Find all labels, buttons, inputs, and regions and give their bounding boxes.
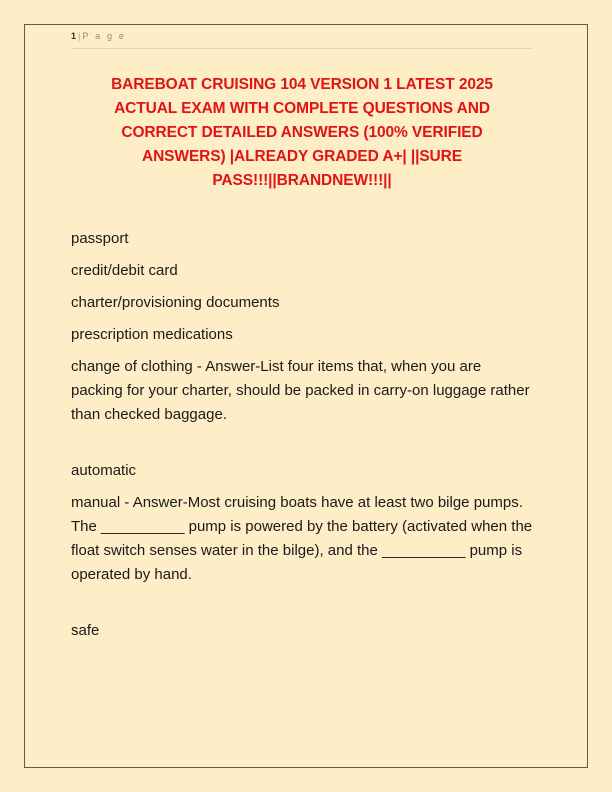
running-header xyxy=(71,30,533,46)
title-line-3: CORRECT DETAILED ANSWERS (100% VERIFIED xyxy=(121,124,483,141)
body-paragraph-automatic: automatic xyxy=(71,462,137,479)
body-paragraph-safe: safe xyxy=(71,622,100,639)
body-paragraph-credit-debit-card: credit/debit card xyxy=(71,262,178,279)
title-line-1: BAREBOAT CRUISING 104 VERSION 1 LATEST 2025 xyxy=(111,76,493,93)
document-body xyxy=(71,227,533,643)
title-line-2: ACTUAL EXAM WITH COMPLETE QUESTIONS AND xyxy=(114,100,490,117)
body-paragraph-prescription-medications: prescription medications xyxy=(71,326,233,343)
document-title xyxy=(71,73,533,193)
body-paragraph-charter-documents: charter/provisioning documents xyxy=(71,294,280,311)
page-header-separator: | xyxy=(78,31,81,41)
header-divider xyxy=(71,48,533,49)
page-number: 1 xyxy=(71,31,77,41)
title-line-4: ANSWERS) |ALREADY GRADED A+| ||SURE xyxy=(141,148,462,165)
paragraph-spacer-1 xyxy=(71,435,533,459)
body-paragraph-manual-answer: manual - Answer-Most cruising boats have at least two bilge pumps. The __________ pump is powered by the battery (activated when the float switch senses water in the bilge), and the __________ pump is operated by hand. xyxy=(71,494,533,583)
title-line-5: PASS!!!||BRANDNEW!!!|| xyxy=(212,172,392,189)
body-paragraph-change-of-clothing-answer: change of clothing - Answer-List four items that, when you are packing for your charter, should be packed in carry-on luggage rather than checked baggage. xyxy=(71,358,530,423)
page-header-label: P a g e xyxy=(82,31,127,41)
page-content xyxy=(71,30,533,651)
body-paragraph-passport: passport xyxy=(71,230,129,247)
paragraph-spacer-2 xyxy=(71,595,533,619)
